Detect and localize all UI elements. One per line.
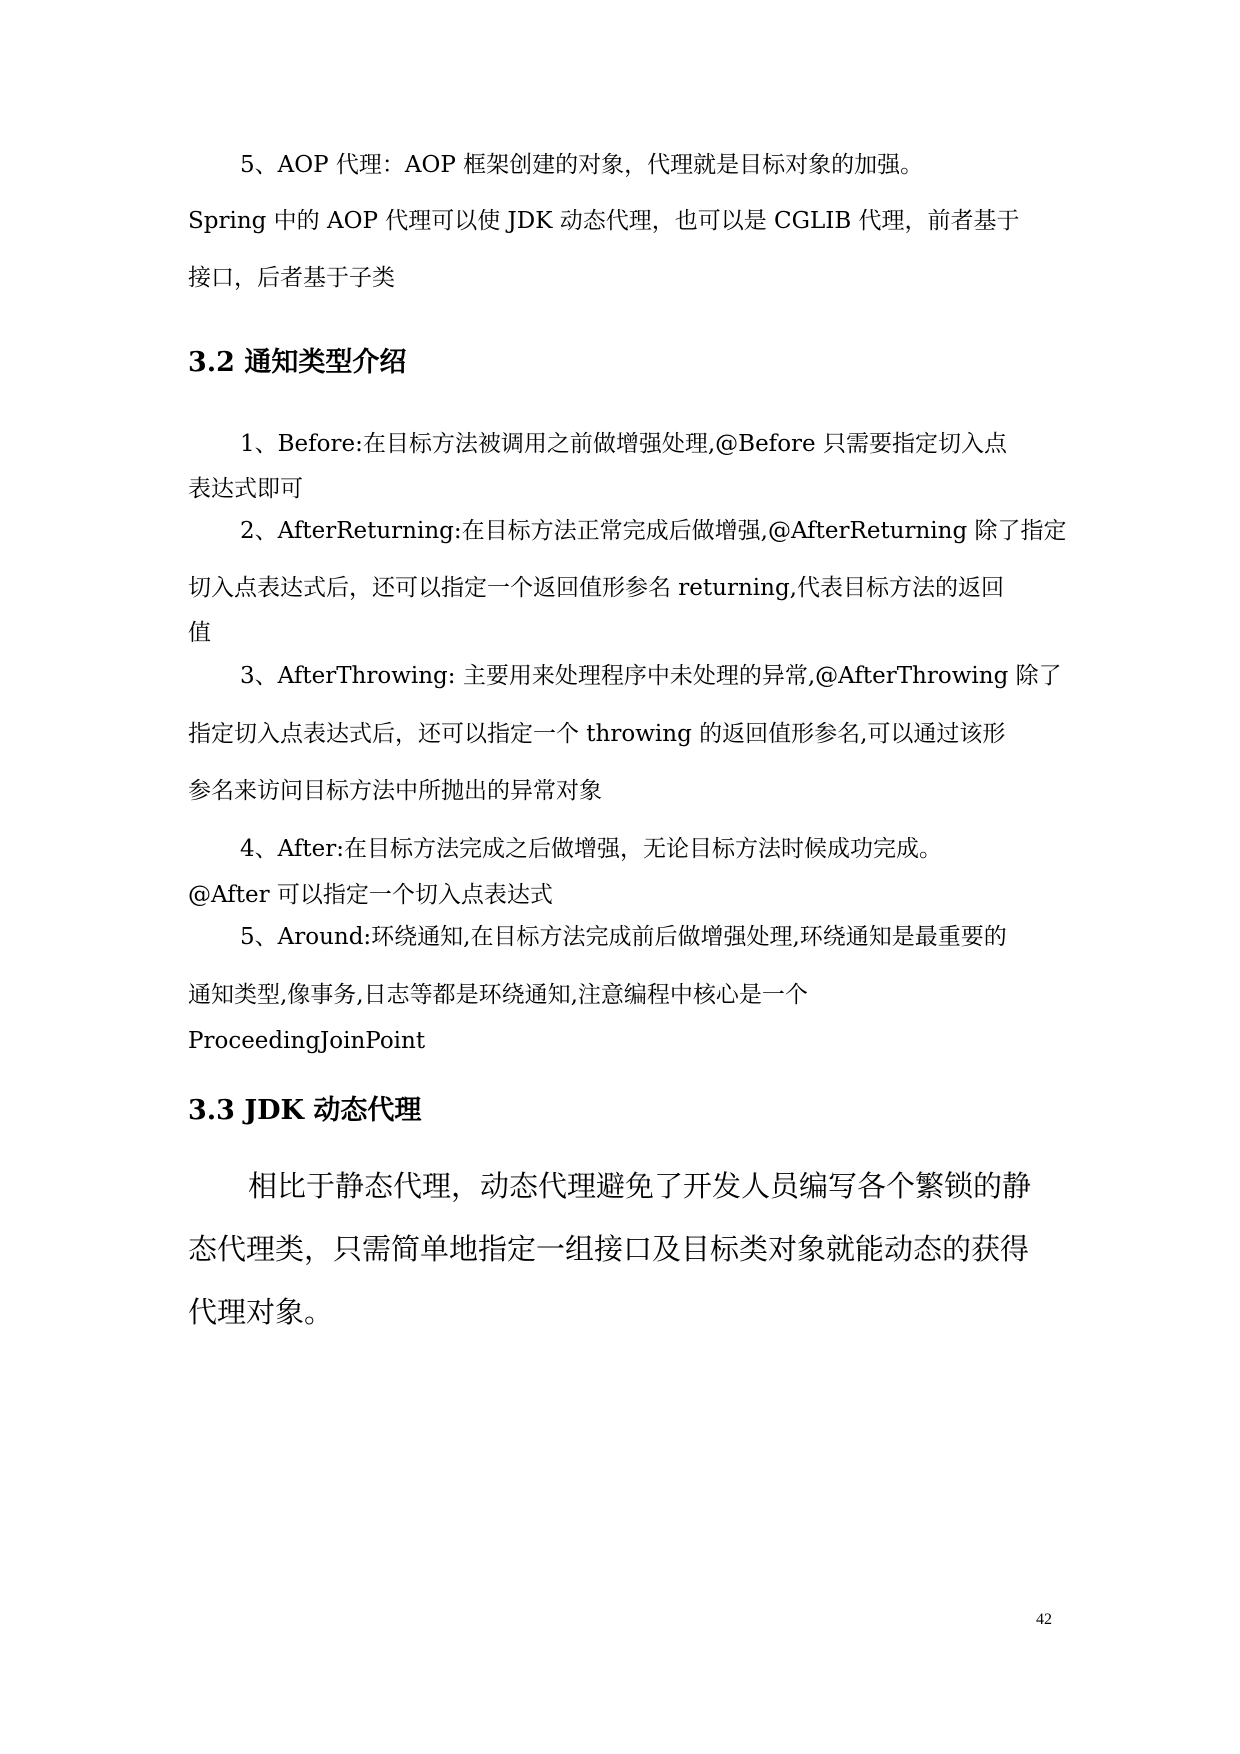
around-item-line-2: 通知类型,像事务,日志等都是环绕通知,注意编程中核心是一个 bbox=[188, 982, 808, 1008]
after-returning-item-line-3: 值 bbox=[188, 620, 211, 646]
around-item-line-1: 5、Around:环绕通知,在目标方法完成前后做增强处理,环绕通知是最重要的 bbox=[240, 924, 1007, 950]
after-throwing-item-line-2: 指定切入点表达式后，还可以指定一个 throwing 的返回值形参名,可以通过该形 bbox=[188, 721, 1006, 747]
after-throwing-item-line-1: 3、AfterThrowing: 主要用来处理程序中未处理的异常,@AfterThrowing 除了 bbox=[240, 663, 1062, 689]
aop-proxy-paragraph-line-1: Spring 中的 AOP 代理可以使 JDK 动态代理，也可以是 CGLIB 代理，前者基于 bbox=[188, 208, 1020, 234]
aop-proxy-item: 5、AOP 代理：AOP 框架创建的对象，代理就是目标对象的加强。 bbox=[240, 152, 924, 178]
section-3-2-heading: 3.2 通知类型介绍 bbox=[188, 347, 407, 378]
page-number: 42 bbox=[1036, 1611, 1052, 1628]
around-item-line-3: ProceedingJoinPoint bbox=[188, 1028, 426, 1054]
section-3-3-heading: 3.3 JDK 动态代理 bbox=[188, 1095, 422, 1126]
after-returning-item-line-2: 切入点表达式后，还可以指定一个返回值形参名 returning,代表目标方法的返回 bbox=[188, 575, 1004, 601]
before-item-line-2: 表达式即可 bbox=[188, 476, 303, 502]
jdk-proxy-paragraph-line-2: 态代理类，只需简单地指定一组接口及目标类对象就能动态的获得 bbox=[188, 1232, 1030, 1266]
jdk-proxy-paragraph-line-1: 相比于静态代理，动态代理避免了开发人员编写各个繁锁的静 bbox=[248, 1169, 1032, 1203]
aop-proxy-paragraph-line-2: 接口，后者基于子类 bbox=[188, 265, 395, 291]
jdk-proxy-paragraph-line-3: 代理对象。 bbox=[188, 1295, 334, 1329]
after-item-line-1: 4、After:在目标方法完成之后做增强，无论目标方法时候成功完成。 bbox=[240, 836, 942, 862]
after-item-line-2: @After 可以指定一个切入点表达式 bbox=[188, 882, 553, 908]
after-returning-item-line-1: 2、AfterReturning:在目标方法正常完成后做增强,@AfterReturning 除了指定 bbox=[240, 518, 1067, 544]
before-item-line-1: 1、Before:在目标方法被调用之前做增强处理,@Before 只需要指定切入点 bbox=[240, 431, 1007, 457]
after-throwing-item-line-3: 参名来访问目标方法中所抛出的异常对象 bbox=[188, 778, 602, 804]
